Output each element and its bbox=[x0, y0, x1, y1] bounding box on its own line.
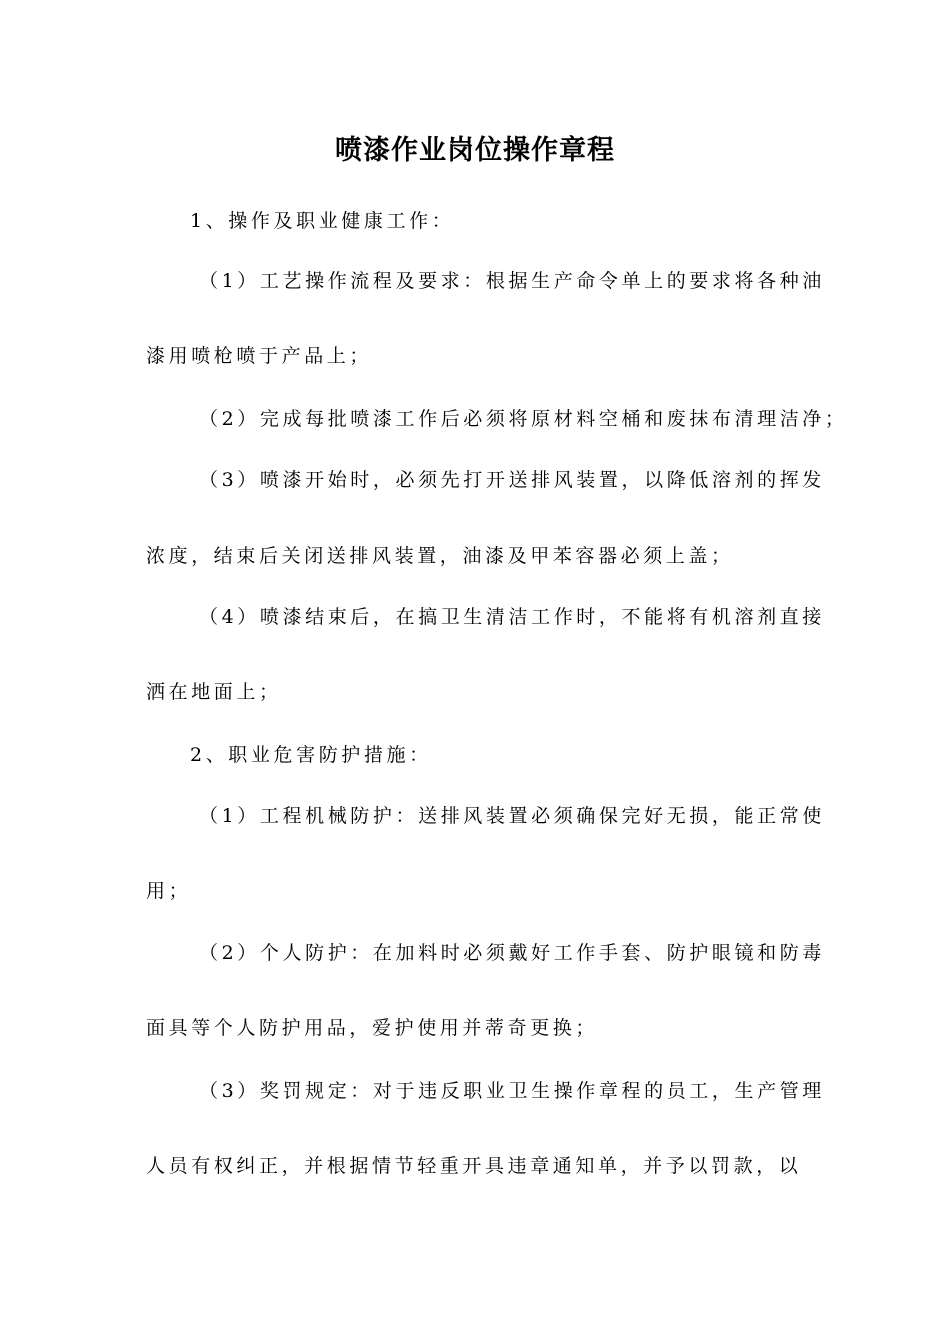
section-heading-1: 1、操作及职业健康工作： bbox=[190, 210, 455, 232]
paragraph-line: （2）完成每批喷漆工作后必须将原材料空桶和废抹布清理洁净； bbox=[199, 408, 848, 430]
paragraph-line: 人员有权纠正，并根据情节轻重开具违章通知单，并予以罚款，以 bbox=[146, 1155, 802, 1177]
section-heading-2: 2、职业危害防护措施： bbox=[190, 744, 432, 766]
paragraph-line: （3）奖罚规定：对于违反职业卫生操作章程的员工，生产管理 bbox=[199, 1080, 825, 1102]
paragraph-line: 用； bbox=[146, 880, 192, 902]
paragraph-line: 洒在地面上； bbox=[146, 681, 282, 703]
paragraph-line: 面具等个人防护用品，爱护使用并蒂奇更换； bbox=[146, 1017, 599, 1039]
paragraph-line: 漆用喷枪喷于产品上； bbox=[146, 345, 373, 367]
paragraph-line: （4）喷漆结束后，在搞卫生清洁工作时，不能将有机溶剂直接 bbox=[199, 606, 825, 628]
paragraph-line: （3）喷漆开始时，必须先打开送排风装置，以降低溶剂的挥发 bbox=[199, 469, 825, 491]
document-title: 喷漆作业岗位操作章程 bbox=[335, 135, 615, 166]
paragraph-line: （1）工程机械防护：送排风装置必须确保完好无损，能正常使 bbox=[199, 805, 825, 827]
paragraph-line: （2）个人防护：在加料时必须戴好工作手套、防护眼镜和防毒 bbox=[199, 942, 825, 964]
paragraph-line: 浓度，结束后关闭送排风装置，油漆及甲苯容器必须上盖； bbox=[146, 545, 734, 567]
paragraph-line: （1）工艺操作流程及要求：根据生产命令单上的要求将各种油 bbox=[199, 270, 825, 292]
